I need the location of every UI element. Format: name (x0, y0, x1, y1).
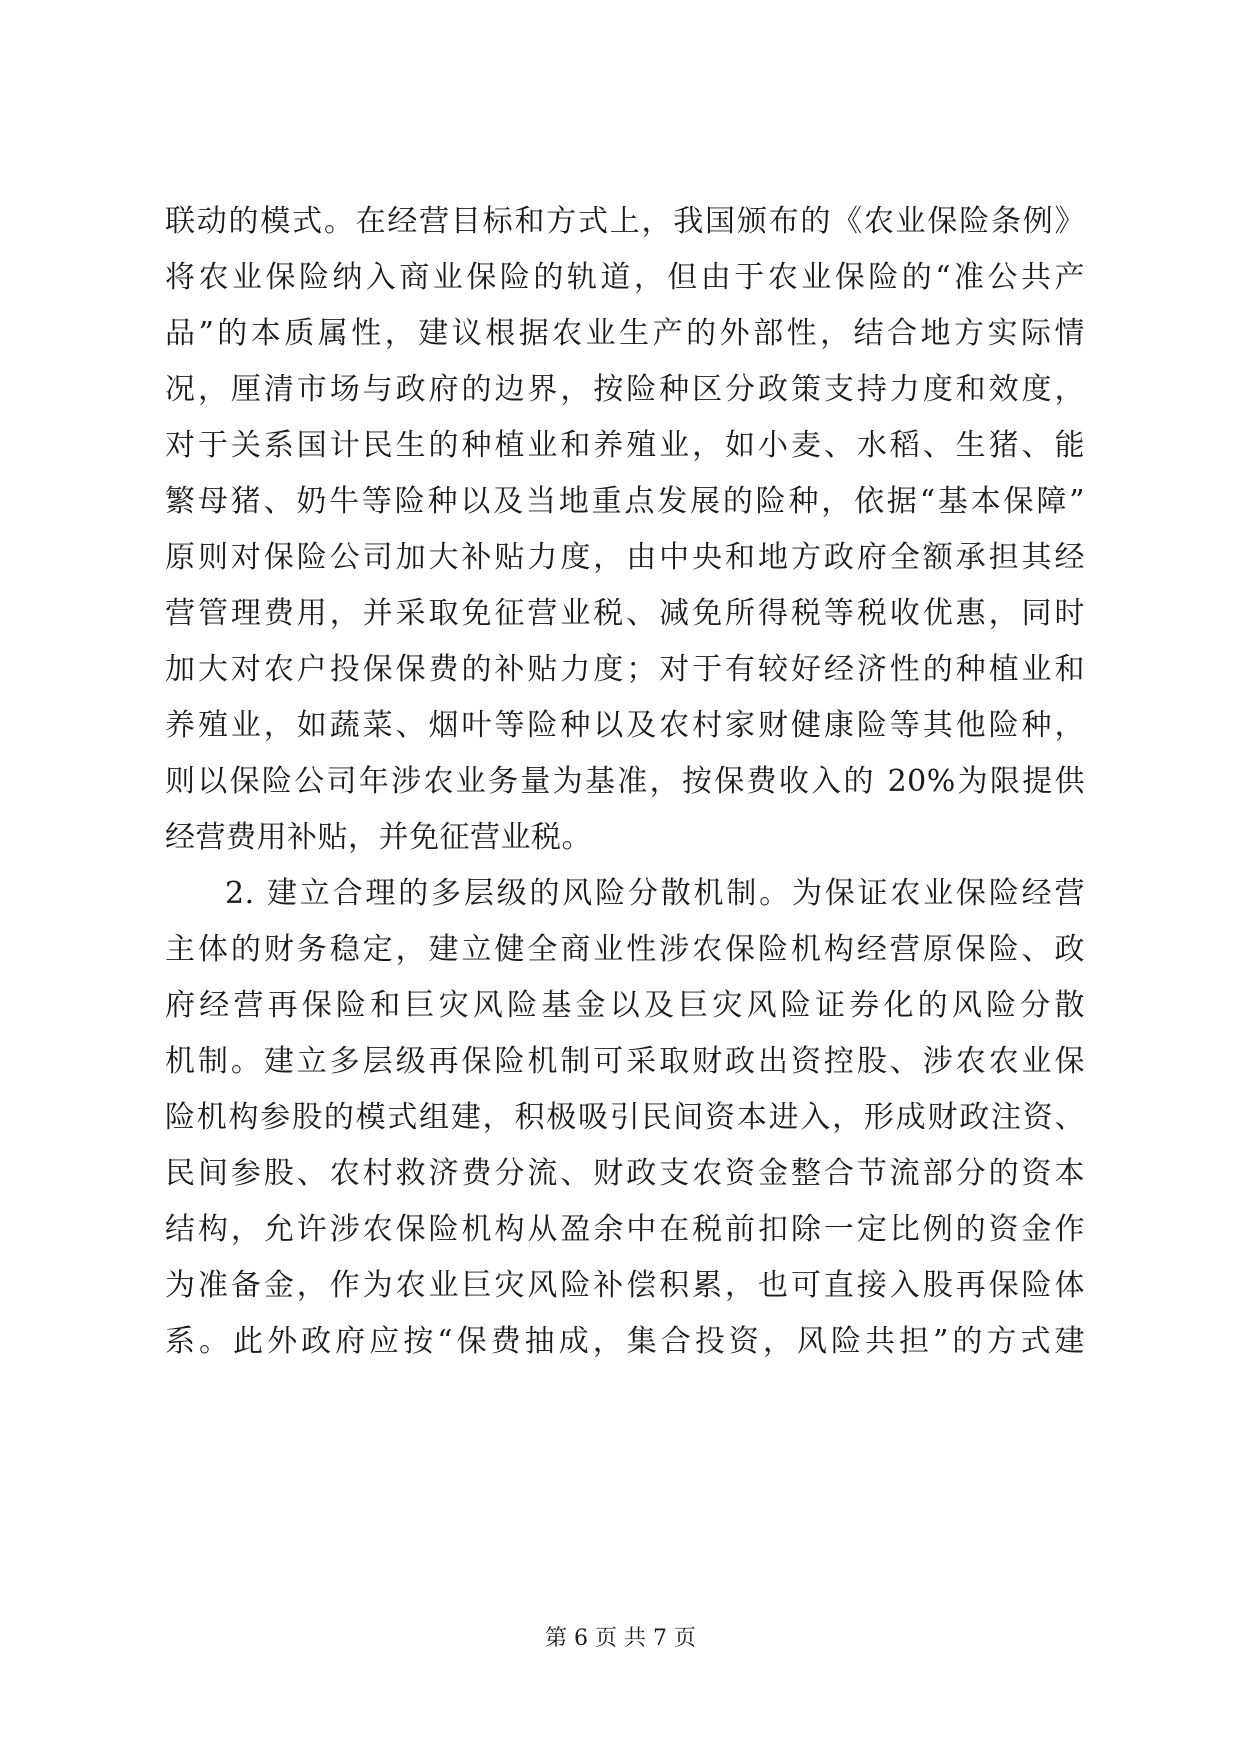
paragraph-line: 险机构参股的模式组建，积极吸引民间资本进入，形成财政注资、 (165, 1100, 1085, 1135)
paragraph-line: 机制。建立多层级再保险机制可采取财政出资控股、涉农农业保 (165, 1044, 1085, 1079)
paragraph-line: 2. 建立合理的多层级的风险分散机制。为保证农业保险经营 (225, 876, 1085, 911)
paragraph-line: 则以保险公司年涉农业务量为基准，按保费收入的 20%为限提供 (165, 764, 1085, 799)
paragraph-line: 联动的模式。在经营目标和方式上，我国颁布的《农业保险条例》 (165, 204, 1085, 239)
paragraph-line: 主体的财务稳定，建立健全商业性涉农保险机构经营原保险、政 (165, 932, 1085, 967)
page-number-footer: 第 6 页 共 7 页 (545, 1626, 696, 1651)
paragraph-line: 将农业保险纳入商业保险的轨道，但由于农业保险的“准公共产 (165, 260, 1085, 295)
paragraph-line: 养殖业，如蔬菜、烟叶等险种以及农村家财健康险等其他险种， (165, 708, 1085, 743)
paragraph-line: 府经营再保险和巨灾风险基金以及巨灾风险证券化的风险分散 (165, 988, 1085, 1023)
paragraph-line: 民间参股、农村救济费分流、财政支农资金整合节流部分的资本 (165, 1156, 1085, 1191)
paragraph-line: 系。此外政府应按“保费抽成，集合投资，风险共担”的方式建 (165, 1324, 1085, 1359)
paragraph-line: 营管理费用，并采取免征营业税、减免所得税等税收优惠，同时 (165, 596, 1085, 631)
paragraph-line: 结构，允许涉农保险机构从盈余中在税前扣除一定比例的资金作 (165, 1212, 1085, 1247)
paragraph-line: 况，厘清市场与政府的边界，按险种区分政策支持力度和效度， (165, 372, 1085, 407)
paragraph-line: 加大对农户投保保费的补贴力度；对于有较好经济性的种植业和 (165, 652, 1085, 687)
paragraph-line: 原则对保险公司加大补贴力度，由中央和地方政府全额承担其经 (165, 540, 1085, 575)
paragraph-line: 经营费用补贴，并免征营业税。 (165, 820, 592, 855)
paragraph-line: 对于关系国计民生的种植业和养殖业，如小麦、水稻、生猪、能 (165, 428, 1085, 463)
paragraph-line: 繁母猪、奶牛等险种以及当地重点发展的险种，依据“基本保障” (165, 484, 1085, 519)
paragraph-line: 为准备金，作为农业巨灾风险补偿积累，也可直接入股再保险体 (165, 1268, 1085, 1303)
paragraph-line: 品”的本质属性，建议根据农业生产的外部性，结合地方实际情 (165, 316, 1085, 351)
